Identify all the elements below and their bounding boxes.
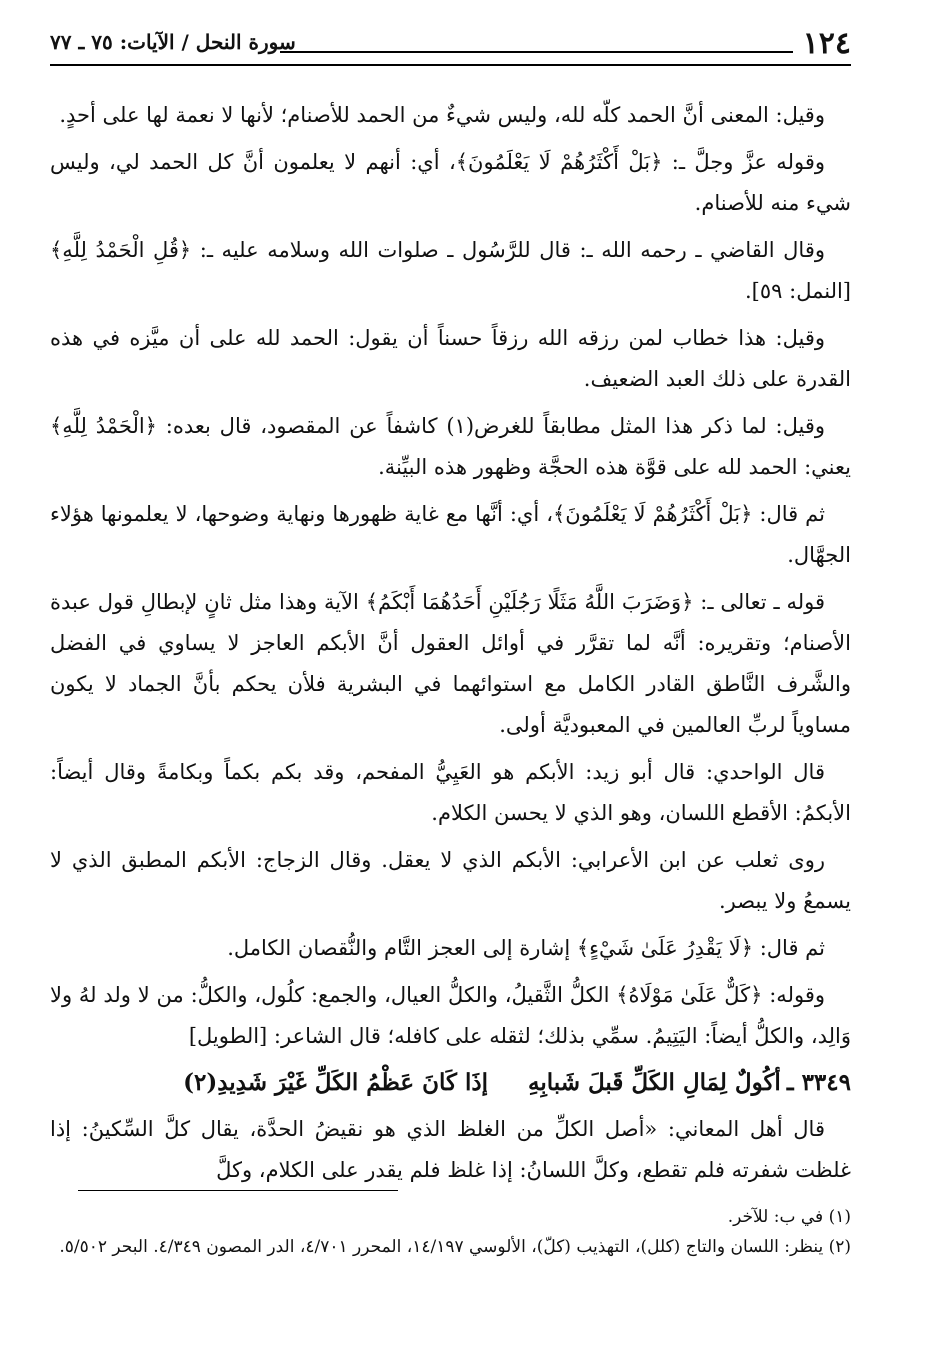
page-header <box>50 22 851 66</box>
header-underline <box>50 64 851 66</box>
paragraph: وقال القاضي ـ رحمه الله ـ: قال للرَّسُول ـ صلوات الله وسلامه عليه ـ: ﴿قُلِ الْحَمْدُ لِلَّهِ﴾ [النمل: ٥٩]. <box>50 238 851 303</box>
poetry-verse <box>50 1063 851 1103</box>
verse-number: ٣٣٤٩ ـ <box>786 1069 851 1096</box>
paragraph: روى ثعلب عن ابن الأعرابي: الأبكم الذي لا يعقل. وقال الزجاج: الأبكم المطبق الذي لا يسمعُ ولا يبصر. <box>50 848 851 913</box>
page-number: ١٢٤ <box>802 26 851 61</box>
verse-second-hemistich: إذَا كَانَ عَظْمُ الكَلِّ غَيْرَ شَدِيدِ(٢) <box>183 1069 489 1096</box>
footnote: (١) في ب: للآخر. <box>727 1207 851 1227</box>
footnotes <box>50 1203 851 1263</box>
footnote: (٢) ينظر: اللسان والتاج (كلل)، التهذيب (كلّ)، الألوسي ١٤/١٩٧، المحرر ٤/٧٠١، الدر المصون ٤/٣٤٩. البحر ٥/٥٠٢. <box>59 1237 851 1257</box>
paragraph: ثم قال: ﴿بَلْ أَكْثَرُهُمْ لَا يَعْلَمُونَ﴾، أي: أنَّها مع غاية ظهورها ونهاية وضوحها، لا يعلمونها هؤلاء الجهَّال. <box>50 502 851 567</box>
paragraph: وقوله: ﴿كَلٌّ عَلَىٰ مَوْلَاهُ﴾ الكلُّ الثَّقيلُ، والكلُّ العيال، والجمع: كلُول، والكلُّ: من لا ولد لهُ ولا وَالِد، والكلُّ أيضاً: اليَتِيمُ. سمِّي بذلك؛ لثقله على كافله؛ قال الشاعر: [الطويل] <box>50 983 851 1048</box>
paragraph: ثم قال: ﴿لَا يَقْدِرُ عَلَىٰ شَيْءٍ﴾ إشارة إلى العجز التَّام والنُّقصان الكامل. <box>227 936 825 960</box>
paragraph: قال أهل المعاني: «أصل الكلِّ من الغلظ الذي هو نقيضُ الحدَّة، يقال كلَّ السِّكينُ: إذا غلظت شفرته فلم تقطع، وكلَّ اللسانُ: إذا غلظ فلم يقدر على الكلام، وكلَّ <box>50 1117 851 1182</box>
verse-first-hemistich: أكُولٌ لِمَالِ الكَلِّ قَبلَ شَبابِهِ <box>528 1069 781 1096</box>
paragraph: وقيل: لما ذكر هذا المثل مطابقاً للغرض(١) كاشفاً عن المقصود، قال بعده: ﴿الْحَمْدُ لِلَّهِ﴾ يعني: الحمد لله على قوَّة هذه الحجَّة وظهور هذه البيِّنة. <box>50 414 851 479</box>
header-rule <box>280 51 793 53</box>
paragraph: وقيل: المعنى أنَّ الحمد كلّه لله، وليس شيءٌ من الحمد للأصنام؛ لأنها لا نعمة لها على أحدٍ. <box>59 103 825 127</box>
running-title: سورة النحل / الآيات: ٧٥ ـ ٧٧ <box>50 30 296 54</box>
paragraph: وقوله عزَّ وجلَّ ـ: ﴿بَلْ أَكْثَرُهُمْ لَا يَعْلَمُونَ﴾، أي: أنهم لا يعلمون أنَّ كل الحمد لي، وليس شيء منه للأصنام. <box>50 150 851 215</box>
page-body <box>50 95 851 1197</box>
footnote-separator <box>78 1190 398 1191</box>
paragraph: وقيل: هذا خطاب لمن رزقه الله رزقاً حسناً أن يقول: الحمد لله على أن ميَّزه في هذه القدرة على ذلك العبد الضعيف. <box>50 326 851 391</box>
paragraph: قال الواحدي: قال أبو زيد: الأبكم هو العَيِيُّ المفحم، وقد بكم بكماً وبكامةً وقال أيضاً: الأبكمُ: الأقطع اللسان، وهو الذي لا يحسن الكلام. <box>50 760 851 825</box>
paragraph: قوله ـ تعالى ـ: ﴿وَضَرَبَ اللَّهُ مَثَلًا رَجُلَيْنِ أَحَدُهُمَا أَبْكَمُ﴾ الآية وهذا مثل ثانٍ لإبطالِ قول عبدة الأصنام؛ وتقريره: أنَّه لما تقرَّر في أوائل العقول أنَّ الأبكم العاجز لا يساوي في الفضل والشَّرف النَّاطق القادر الكامل مع استوائهما في البشرية فلأن يحكم بأنَّ الجماد لا يكون مساوياً لربِّ العالمين في المعبوديَّة أولى. <box>50 590 851 737</box>
